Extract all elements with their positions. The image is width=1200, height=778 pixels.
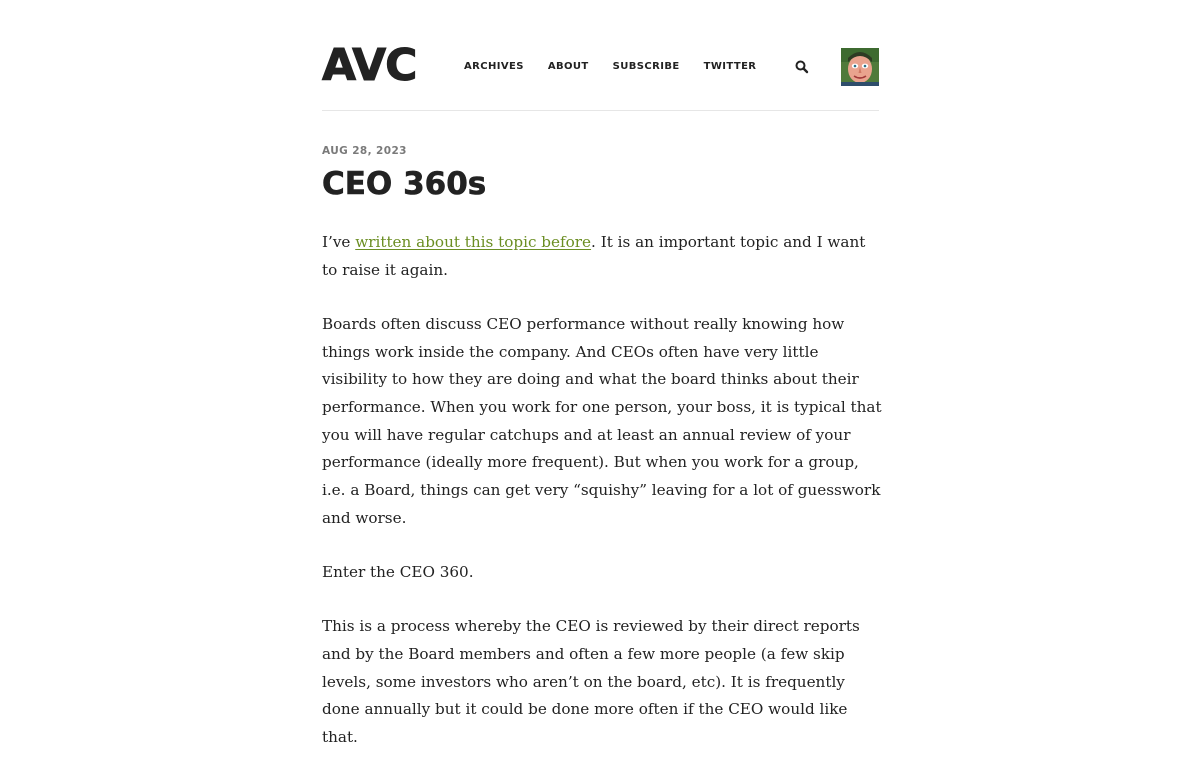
post-date: AUG 28, 2023 — [322, 145, 407, 157]
search-icon[interactable] — [794, 59, 810, 75]
paragraph-1-suffix: . It is an important topic and I want to raise it again. — [322, 233, 866, 279]
paragraph-3: Enter the CEO 360. — [322, 563, 474, 582]
main-nav — [464, 60, 780, 74]
nav-about[interactable]: ABOUT — [547, 61, 589, 72]
content-container — [322, 0, 882, 747]
paragraph-2: Boards often discuss CEO performance without really knowing how things work inside the company. And CEOs often have very little visibility to how they are doing and what the board thinks about their performance. When you work for one person, your boss, it is typical that you will have regular catchups and at least an annual review of your performance (ideally more frequent). But when you work for a group, i.e. a Board, things can get very “squishy” leaving for a lot of guesswork and worse. — [322, 314, 882, 527]
post-title: CEO 360s — [322, 166, 487, 202]
nav-archives[interactable]: ARCHIVES — [464, 61, 524, 72]
paragraph-1 — [322, 229, 882, 284]
nav-twitter[interactable]: TWITTER — [703, 61, 757, 72]
site-header — [322, 0, 879, 111]
site-logo[interactable]: AVC — [322, 40, 417, 91]
avatar[interactable] — [841, 48, 879, 86]
paragraph-1-prefix: I’ve — [322, 233, 356, 251]
post-body — [322, 229, 882, 778]
written-before-link[interactable]: written about this topic before — [355, 233, 592, 251]
paragraph-4: This is a process whereby the CEO is reviewed by their direct reports and by the Board members and often a few more people (a few skip levels, some investors who aren’t on the board, etc). It is frequently done annually but it could be done more often if the CEO would like that. — [322, 617, 860, 747]
nav-subscribe[interactable]: SUBSCRIBE — [612, 61, 680, 72]
